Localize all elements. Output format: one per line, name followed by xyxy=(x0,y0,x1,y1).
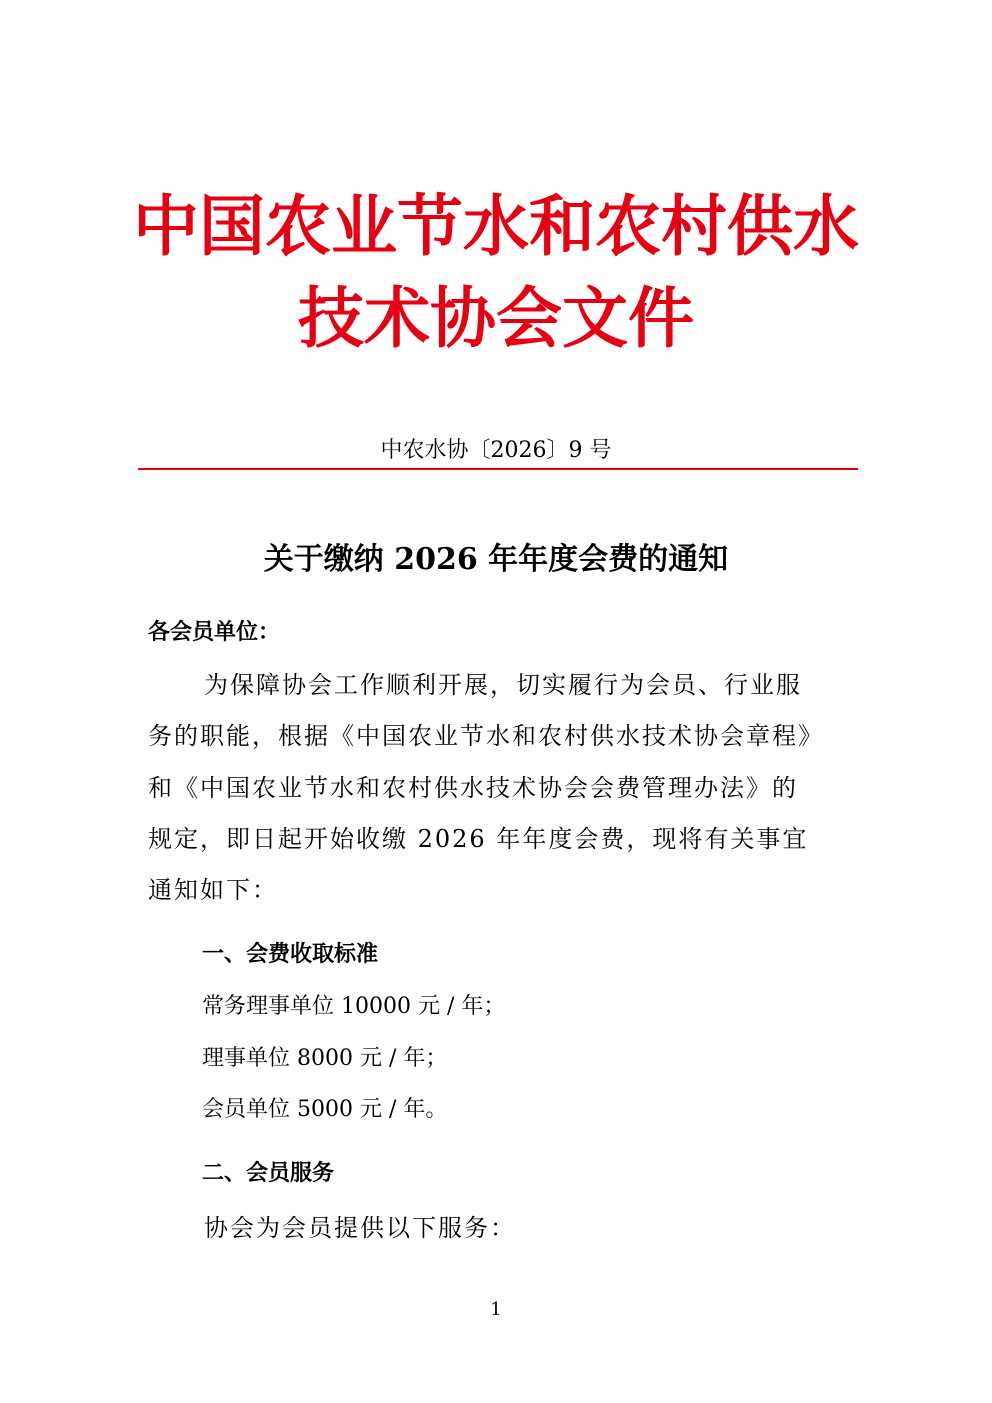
intro-line-2: 务的职能，根据《中国农业节水和农村供水技术协会章程》 xyxy=(148,722,824,750)
red-divider xyxy=(138,468,858,470)
fee-item-director: 理事单位 8000 元 / 年； xyxy=(202,1046,448,1071)
document-number: 中农水协〔2026〕9 号 xyxy=(380,438,612,463)
intro-line-1: 为保障协会工作顺利开展，切实履行为会员、行业服 xyxy=(204,671,802,699)
section-1-heading: 一、会费收取标准 xyxy=(202,942,379,967)
intro-line-4: 规定，即日起开始收缴 2026 年年度会费，现将有关事宜 xyxy=(148,825,809,853)
masthead-line-2: 技术协会文件 xyxy=(298,279,694,357)
intro-line-5: 通知如下： xyxy=(148,876,278,904)
section-2-text: 协会为会员提供以下服务： xyxy=(204,1214,516,1242)
salutation: 各会员单位： xyxy=(148,620,281,645)
notice-title: 关于缴纳 2026 年年度会费的通知 xyxy=(263,542,729,577)
masthead-line-1: 中国农业节水和农村供水 xyxy=(133,187,859,265)
section-2-heading: 二、会员服务 xyxy=(202,1161,335,1186)
page-number: 1 xyxy=(490,1299,502,1320)
intro-line-3: 和《中国农业节水和农村供水技术协会会费管理办法》的 xyxy=(148,774,798,802)
fee-item-standing-director: 常务理事单位 10000 元 / 年； xyxy=(202,994,506,1019)
fee-item-member: 会员单位 5000 元 / 年。 xyxy=(202,1097,448,1122)
